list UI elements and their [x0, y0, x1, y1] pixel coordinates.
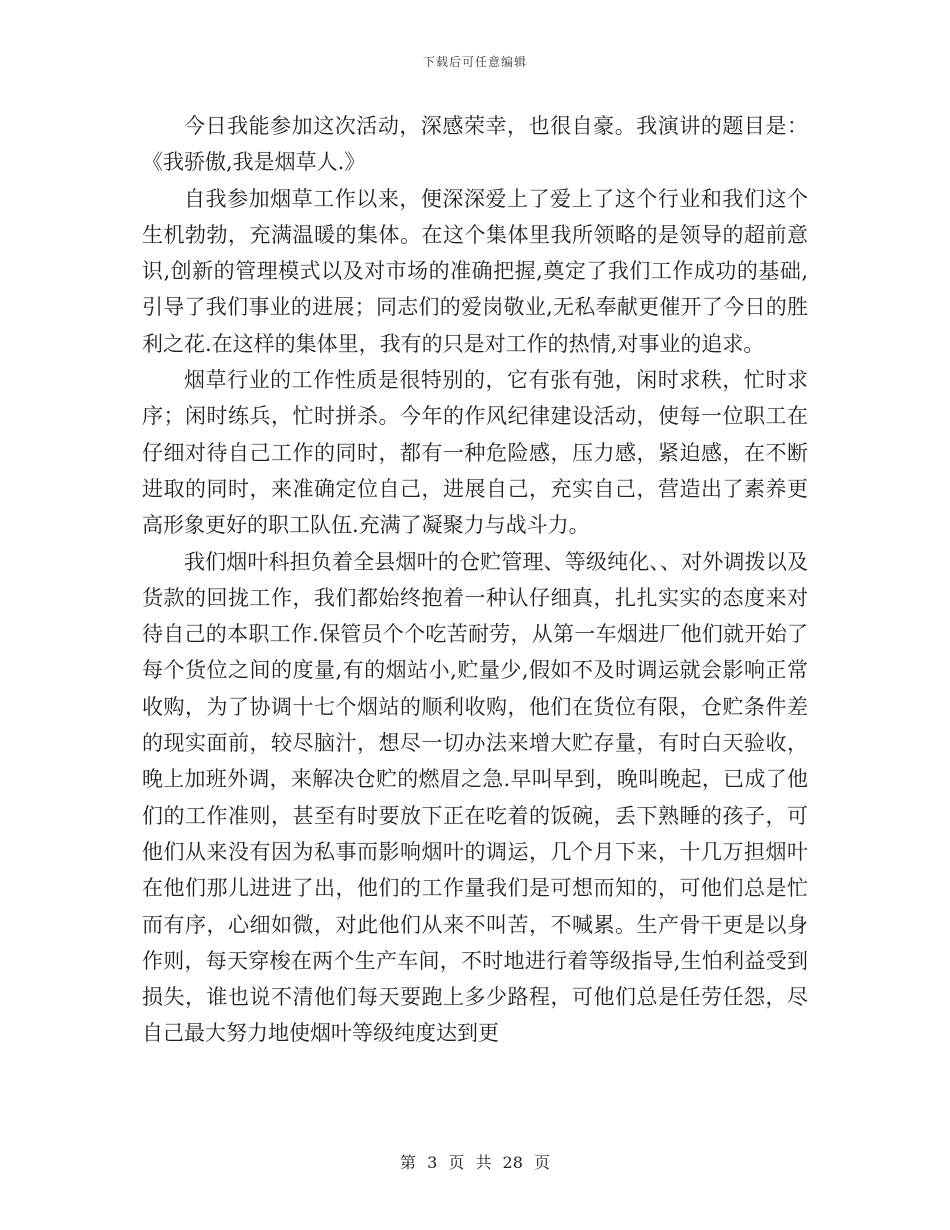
- paragraph-1: 今日我能参加这次活动，深感荣幸，也很自豪。我演讲的题目是：《我骄傲,我是烟草人.》: [142, 114, 808, 175]
- page-footer: 第 3 页 共 28 页: [400, 1153, 550, 1172]
- document-body: [142, 108, 808, 1052]
- paragraph-2: 自我参加烟草工作以来，便深深爱上了爱上了这个行业和我们这个生机勃勃，充满温暖的集体。在这个集体里我所领略的是领导的超前意识,创新的管理模式以及对市场的准确把握,奠定了我们工作成功的基础,引导了我们事业的进展；同志们的爱岗敬业,无私奉献更催开了今日的胜利之花.在这样的集体里，我有的只是对工作的热情,对事业的追求。: [142, 186, 808, 356]
- paragraph-3: 烟草行业的工作性质是很特别的，它有张有弛，闲时求秩，忙时求序；闲时练兵，忙时拼杀。今年的作风纪律建设活动，使每一位职工在仔细对待自己工作的同时，都有一种危险感，压力感，紧迫感，在不断进取的同时，来准确定位自己，进展自己，充实自己，营造出了素养更高形象更好的职工队伍.充满了凝聚力与战斗力。: [142, 368, 808, 538]
- page-header: 下载后可任意编辑: [422, 55, 527, 69]
- paragraph-4: 我们烟叶科担负着全县烟叶的仓贮管理、等级纯化、、对外调拨以及货款的回拢工作，我们都始终抱着一种认仔细真，扎扎实实的态度来对待自己的本职工作.保管员个个吃苦耐劳，从第一车烟进厂他们就开始了每个货位之间的度量,有的烟站小,贮量少,假如不及时调运就会影响正常收购，为了协调十七个烟站的顺利收购，他们在货位有限，仓贮条件差的现实面前，较尽脑汁，想尽一切办法来增大贮存量，有时白天验收，晚上加班外调，来解决仓贮的燃眉之急.早叫早到，晚叫晚起，已成了他们的工作准则，甚至有时要放下正在吃着的饭碗，丢下熟睡的孩子，可他们从来没有因为私事而影响烟叶的调运，几个月下来，十几万担烟叶在他们那儿进进了出，他们的工作量我们是可想而知的，可他们总是忙而有序，心细如微，对此他们从来不叫苦，不喊累。生产骨干更是以身作则，每天穿梭在两个生产车间，不时地进行着等级指导,生怕利益受到损失，谁也说不清他们每天要跑上多少路程，可他们总是任劳任怨，尽自己最大努力地使烟叶等级纯度达到更: [142, 549, 808, 1046]
